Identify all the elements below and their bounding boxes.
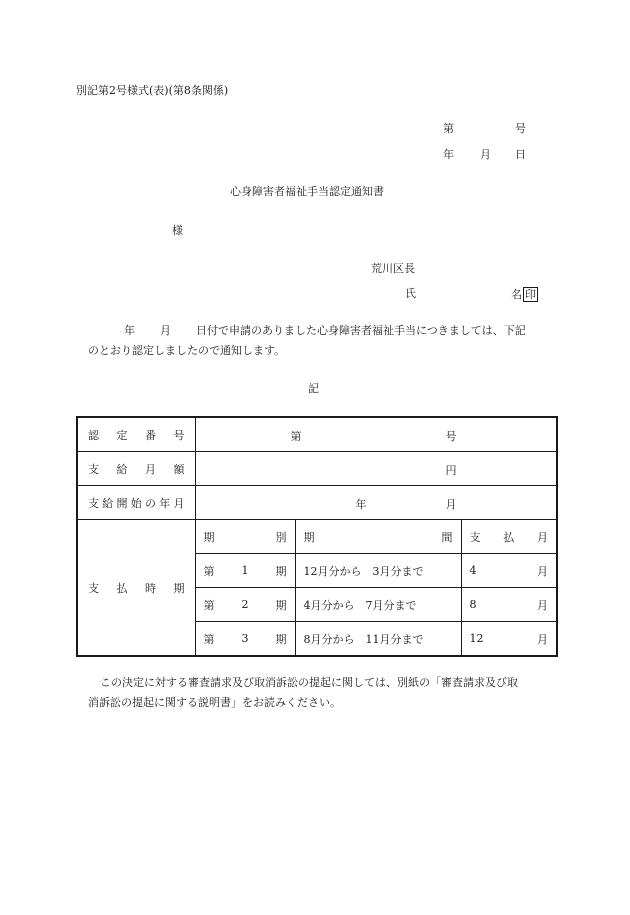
label-char: 番 [145,428,156,442]
label-char: 開 [116,496,128,510]
label-char: 3 [241,632,249,645]
period-3-span: 8月分から 11月分まで [295,622,461,657]
period-2-span: 4月分から 7月分まで [295,588,461,622]
date-year: 年 [443,148,454,161]
label-char: 間 [441,530,453,544]
table-row [77,452,557,486]
label-char: 号 [173,428,185,442]
label-char: 月 [145,462,156,476]
label-char: 給 [116,462,128,476]
body-month: 月 [160,324,171,337]
start-month-year: 年 [355,497,367,511]
payment-period-label [88,580,185,596]
label-char: 2 [241,598,249,611]
body-line2: のとおり認定しましたので通知します。 [88,344,286,357]
ki-label: 記 [308,382,319,395]
label-char: 期 [275,632,287,646]
name-mei: 名 [511,288,522,301]
start-month-value [195,486,557,520]
footer-line2: 消訴訟の提起に関する説明書」をお読みください。 [88,696,341,709]
period-1-label-cell [195,554,295,588]
name-mei-with-seal [511,287,538,302]
label-char: 期 [173,581,185,595]
issuer: 荒川区長 [371,262,415,275]
label-char: 額 [173,462,185,476]
label-char: 月 [173,496,185,510]
row-label-payment-period [77,520,195,657]
label-char: 給 [102,496,114,510]
form-id: 別記第2号様式(表)(第8条関係) [76,84,229,97]
start-month-month: 月 [445,497,457,511]
table-row [77,417,557,452]
label-char: 期 [275,564,287,578]
body-year: 年 [124,324,135,337]
period-2-month-unit: 月 [537,598,548,612]
cert-number-value [195,417,557,452]
monthly-amount-label [88,461,185,477]
date-day: 日 [515,148,526,161]
label-char: 第 [203,598,215,612]
label-char: 月 [537,530,548,544]
number-line-dai: 第 [443,122,454,135]
subheader-period [195,520,295,554]
period-1-span: 12月分から 3月分まで [295,554,461,588]
period-1-month-cell [461,554,557,588]
label-char: 支 [88,581,99,595]
label-char: 別 [275,530,287,544]
label-char: 支 [88,496,99,510]
row-label-cert-number [77,417,195,452]
recipient-suffix: 様 [172,224,183,237]
label-char: 期 [203,530,215,544]
table-row [77,520,557,554]
label-char: 時 [145,581,156,595]
period-3-label-cell [195,622,295,657]
subheader-duration [295,520,461,554]
label-char: 払 [503,530,515,544]
period-3-month-unit: 月 [537,632,548,646]
period-2-month-num: 8 [469,598,477,611]
body-line1-text: 日付で申請のありました心身障害者福祉手当につきましては、下記 [196,324,526,337]
label-char: 期 [303,530,315,544]
number-line-go: 号 [515,122,526,135]
cert-number-dai: 第 [290,429,302,443]
label-char: 年 [159,496,171,510]
table-row [77,486,557,520]
name-shi: 氏 [405,287,416,300]
period-1-label [204,563,287,579]
label-char: 第 [203,564,215,578]
period-2-month-cell [461,588,557,622]
subheader-duration-label [304,529,453,545]
subheader-payment-month [461,520,557,554]
label-char: 期 [275,598,287,612]
monthly-amount-yen: 円 [445,463,457,477]
row-label-start-month [77,486,195,520]
certification-table [76,416,558,657]
period-3-month-num: 12 [469,632,484,645]
label-char: 認 [88,428,99,442]
label-char: 支 [469,530,481,544]
label-char: 払 [116,581,128,595]
label-char: 1 [241,564,249,577]
period-2-label [204,597,287,613]
period-1-month-unit: 月 [537,564,548,578]
start-month-label [88,495,185,511]
monthly-amount-value [195,452,557,486]
label-char: 支 [88,462,99,476]
footer-line1: この決定に対する審査請求及び取消訴訟の提起に関しては、別紙の「審査請求及び取 [100,676,518,689]
seal-mark: 印 [525,288,536,301]
subheader-payment-month-label [470,529,549,545]
subheader-period-label [204,529,287,545]
date-month: 月 [480,148,491,161]
period-3-label [204,631,287,647]
label-char: 第 [203,632,215,646]
cert-number-label [88,427,185,443]
label-char: の [145,496,156,510]
period-2-label-cell [195,588,295,622]
document-title: 心身障害者福祉手当認定通知書 [230,185,384,198]
label-char: 定 [116,428,128,442]
cert-number-go: 号 [445,429,457,443]
row-label-monthly-amount [77,452,195,486]
period-1-month-num: 4 [469,564,477,577]
label-char: 始 [130,496,142,510]
period-3-month-cell [461,622,557,657]
